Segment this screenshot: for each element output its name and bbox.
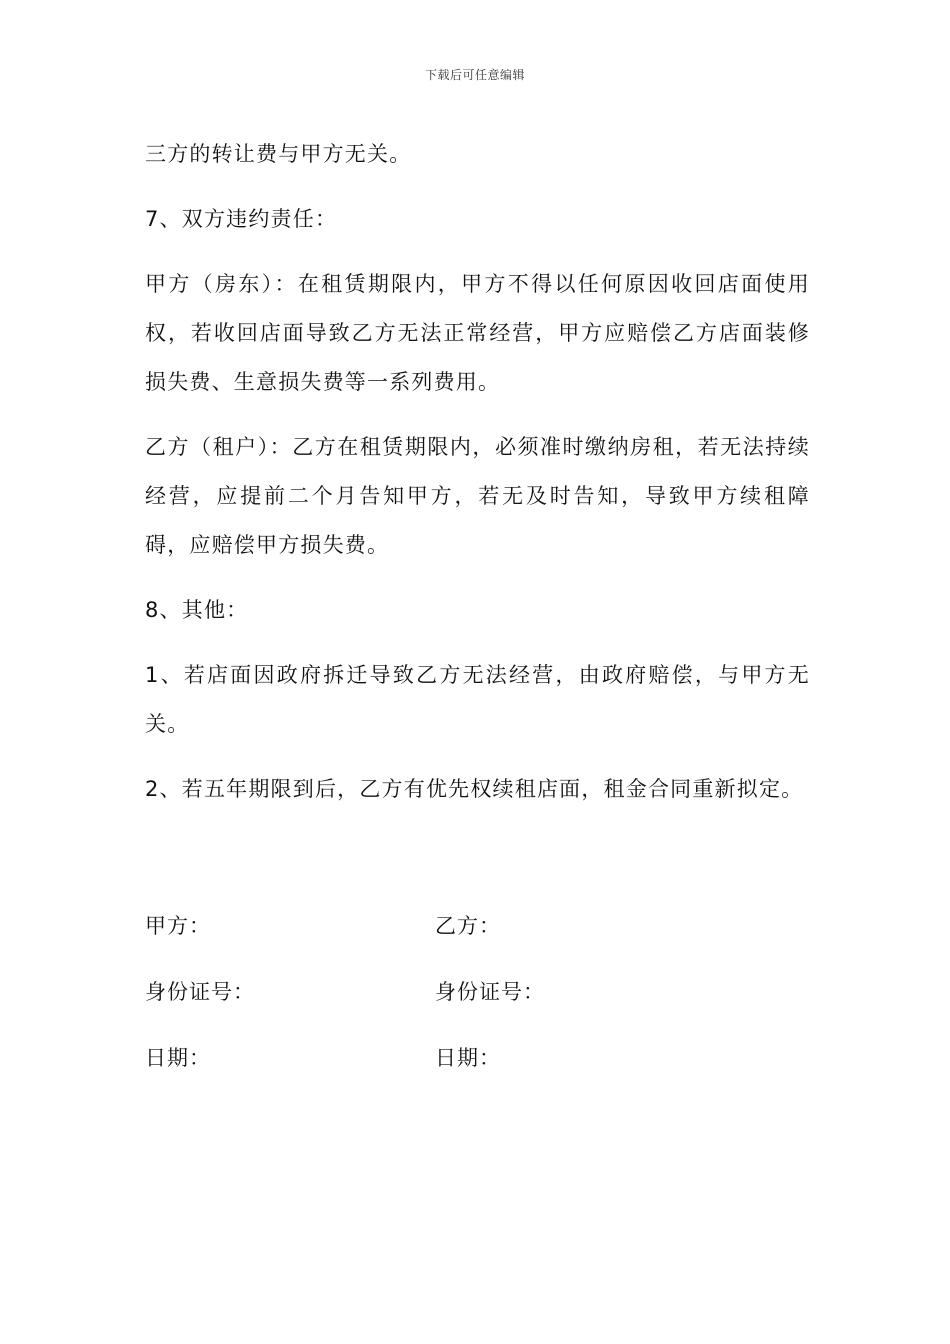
paragraph-tenant-liability: 乙方（租户）：乙方在租赁期限内，必须准时缴纳房租，若无法持续经营，应提前二个月告知甲方，若无及时告知，导致甲方续租障碍，应赔偿甲方损失费。 <box>145 435 810 557</box>
paragraph-landlord-liability: 甲方（房东）：在租赁期限内，甲方不得以任何原因收回店面使用权，若收回店面导致乙方无法正常经营，甲方应赔偿乙方店面装修损失费、生意损失费等一系列费用。 <box>145 272 810 394</box>
party-a-label: 甲方： <box>145 914 211 938</box>
signature-row-party <box>145 905 810 971</box>
section-heading-other: 8、其他： <box>145 598 249 622</box>
signature-row-date <box>145 1037 810 1103</box>
signature-block <box>145 905 810 1103</box>
party-a-id-label: 身份证号： <box>145 980 255 1004</box>
party-b-id-label: 身份证号： <box>435 980 545 1004</box>
party-a-date-label: 日期： <box>145 1046 211 1070</box>
paragraph-transfer-fee: 三方的转让费与甲方无关。 <box>145 142 412 166</box>
section-heading-breach-liability: 7、双方违约责任： <box>145 207 338 231</box>
paragraph-renewal-clause: 2、若五年期限到后，乙方有优先权续租店面，租金合同重新拟定。 <box>145 777 804 801</box>
document-body <box>145 130 810 814</box>
paragraph-demolition-clause: 1、若店面因政府拆迁导致乙方无法经营，由政府赔偿，与甲方无关。 <box>145 663 810 736</box>
page-header-note: 下载后可任意编辑 <box>424 68 525 82</box>
party-b-label: 乙方： <box>435 914 501 938</box>
party-b-date-label: 日期： <box>435 1046 501 1070</box>
signature-row-id <box>145 971 810 1037</box>
